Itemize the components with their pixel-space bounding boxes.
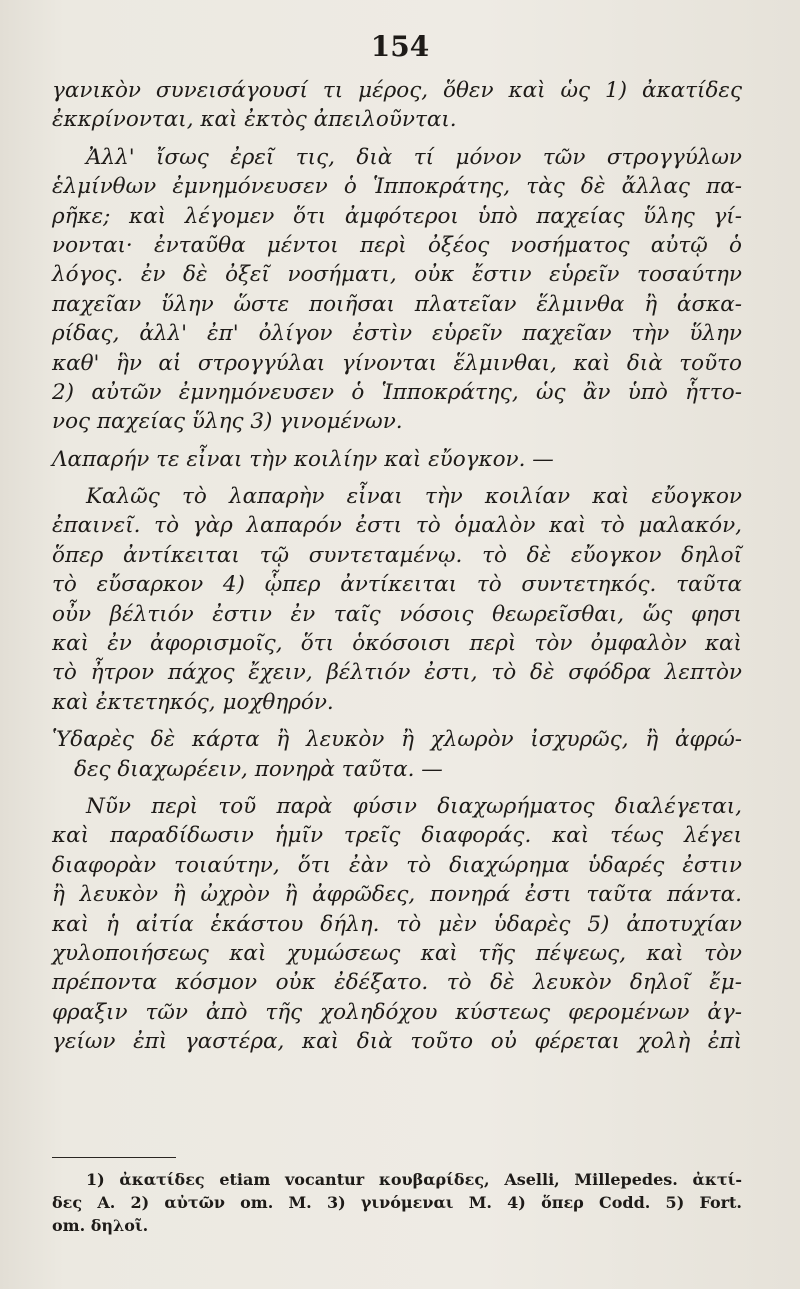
text-line: καὶ ἐν ἀφορισμοῖς, ὅτι ὁκόσοισι περὶ τὸν ὀμφαλὸν καὶ	[52, 631, 742, 657]
text-line: γανικὸν συνεισάγουσί τι μέρος, ὅθεν καὶ ὡς 1) ἀκατίδες	[52, 78, 742, 103]
text-line: Ὑδαρὲς δὲ κάρτα ἢ λευκὸν ἢ χλωρὸν ἰσχυρῶς, ἢ ἀφρώ-	[52, 727, 742, 753]
paragraph-gap	[52, 474, 742, 482]
text-line: καὶ ἐκτετηκός, μοχθηρόν.	[52, 689, 334, 715]
text-line: πρέποντα κόσμον οὐκ ἐδέξατο. τὸ δὲ λευκὸν δηλοῖ ἔμ-	[52, 970, 742, 996]
footnote-rule	[52, 1157, 176, 1158]
text-line: ρίδας, ἀλλ' ἐπ' ὀλίγον ἐστὶν εὑρεῖν παχεῖαν τὴν ὕλην	[52, 321, 742, 347]
text-line: καὶ ἡ αἰτία ἑκάστου δήλη. τὸ μὲν ὑδαρὲς 5) ἀποτυχίαν	[52, 911, 742, 937]
text-line: ἐπαινεῖ. τὸ γὰρ λαπαρόν ἐστι τὸ ὁμαλὸν καὶ τὸ μαλακόν,	[52, 513, 742, 539]
page-number: 154	[370, 30, 430, 63]
text-line: διαφορὰν τοιαύτην, ὅτι ἐὰν τὸ διαχώρημα ὑδαρές ἐστιν	[52, 852, 742, 878]
text-line: οὖν βέλτιόν ἐστιν ἐν ταῖς νόσοις θεωρεῖσθαι, ὥς φησι	[52, 601, 742, 627]
text-line: ἑλμίνθων ἐμνημόνευσεν ὁ Ἱπποκράτης, τὰς δὲ ἄλλας πα-	[52, 174, 742, 200]
text-line: γείων ἐπὶ γαστέρα, καὶ διὰ τοῦτο οὐ φέρεται χολὴ ἐπὶ	[52, 1029, 742, 1055]
text-line: Λαπαρήν τε εἶναι τὴν κοιλίην καὶ εὔογκον. —	[52, 446, 554, 472]
text-line: νονται· ἐνταῦθα μέντοι περὶ ὀξέος νοσήματος αὐτῷ ὁ	[52, 232, 742, 258]
text-line: Νῦν περὶ τοῦ παρὰ φύσιν διαχωρήματος διαλέγεται,	[86, 793, 742, 819]
text-line: Καλῶς τὸ λαπαρὴν εἶναι τὴν κοιλίαν καὶ εὔογκον	[86, 484, 742, 510]
text-line: Ἀλλ' ἴσως ἐρεῖ τις, διὰ τί μόνον τῶν στρογγύλων	[86, 144, 742, 170]
paragraph-gap	[52, 784, 742, 792]
main-text	[52, 76, 742, 1057]
text-line: λόγος. ἐν δὲ ὀξεῖ νοσήματι, οὐκ ἔστιν εὑρεῖν τοσαύτην	[52, 262, 742, 288]
paragraph-gap	[52, 717, 742, 725]
text-line: ἐκκρίνονται, καὶ ἐκτὸς ἀπειλοῦνται.	[52, 107, 457, 133]
text-line: φραξιν τῶν ἀπὸ τῆς χοληδόχου κύστεως φερομένων ἀγ-	[52, 999, 742, 1025]
text-line: ἢ λευκὸν ἢ ὠχρὸν ἢ ἀφρῶδες, πονηρά ἐστι ταῦτα πάντα.	[52, 882, 742, 908]
text-line: καὶ παραδίδωσιν ἡμῖν τρεῖς διαφοράς. καὶ τέως λέγει	[52, 823, 742, 849]
text-line: καθ' ἣν αἱ στρογγύλαι γίνονται ἕλμινθαι, καὶ διὰ τοῦτο	[52, 350, 742, 376]
paragraph-gap	[52, 135, 742, 143]
text-line: δες διαχωρέειν, πονηρὰ ταῦτα. —	[74, 756, 443, 782]
footnote-line: om. δηλοῖ.	[52, 1216, 149, 1235]
footnote-line: 1) ἀκατίδες etiam vocantur κουβαρίδες, Aselli, Millepedes. ἀκτί-	[86, 1170, 742, 1189]
footnote-line: δες A. 2) αὐτῶν om. M. 3) γινόμεναι M. 4) ὅπερ Codd. 5) Fort.	[52, 1193, 742, 1212]
text-line: παχεῖαν ὕλην ὥστε ποιῆσαι πλατεῖαν ἕλμινθα ἢ ἀσκα-	[52, 291, 742, 317]
text-line: ρῆκε; καὶ λέγομεν ὅτι ἀμφότεροι ὑπὸ παχείας ὕλης γί-	[52, 203, 742, 229]
paragraph-gap	[52, 437, 742, 445]
text-line: τὸ εὔσαρκον 4) ᾧπερ ἀντίκειται τὸ συντετηκός. ταῦτα	[52, 572, 742, 598]
text-line: 2) αὐτῶν ἐμνημόνευσεν ὁ Ἱπποκράτης, ὡς ἂν ὑπὸ ἧττο-	[52, 379, 742, 405]
text-line: ὅπερ ἀντίκειται τῷ συντεταμένῳ. τὸ δὲ εὔογκον δηλοῖ	[52, 542, 742, 568]
text-line: νος παχείας ὕλης 3) γινομένων.	[52, 409, 403, 435]
footnotes	[52, 1168, 742, 1237]
text-line: τὸ ἦτρον πάχος ἔχειν, βέλτιόν ἐστι, τὸ δὲ σφόδρα λεπτὸν	[52, 660, 742, 686]
text-line: χυλοποιήσεως καὶ χυμώσεως καὶ τῆς πέψεως, καὶ τὸν	[52, 940, 742, 966]
